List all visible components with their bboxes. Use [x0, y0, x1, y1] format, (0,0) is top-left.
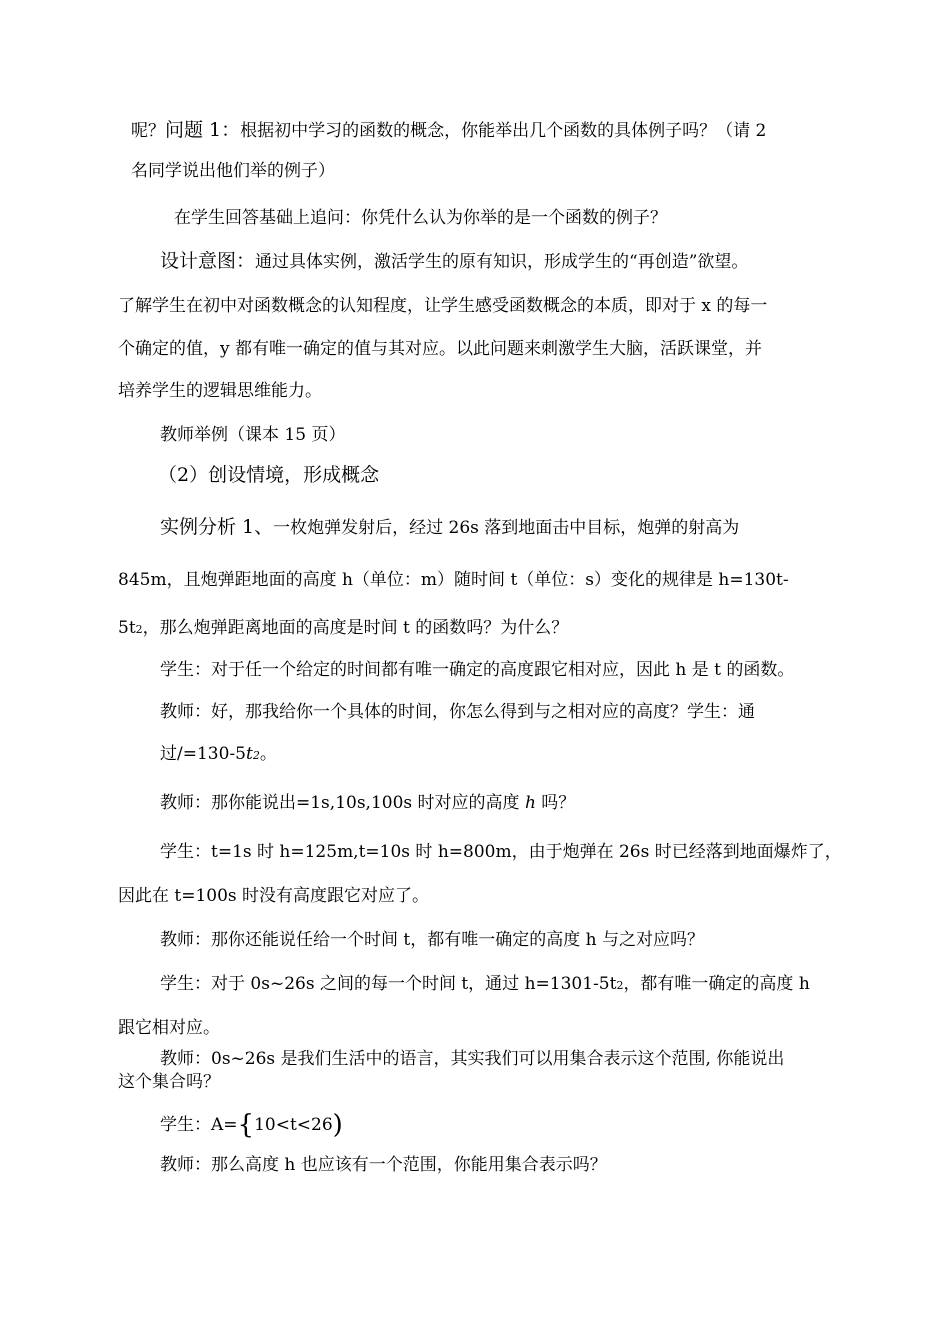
paragraph-line: 教师：好，那我给你一个具体的时间，你怎么得到与之相对应的高度？学生：通: [160, 702, 755, 722]
paragraph-line: 教师：那你还能说任给一个时间 t，都有唯一确定的高度 h 与之对应吗？: [160, 930, 704, 950]
example-label: 实例分析 1、: [160, 516, 274, 538]
paragraph-line: 了解学生在初中对函数概念的认知程度，让学生感受函数概念的本质，即对于 x 的每一: [118, 296, 768, 316]
section-heading: （2）创设情境，形成概念: [158, 464, 380, 486]
question-label: 问题 1：: [165, 119, 241, 141]
paragraph-line: 教师举例（课本 15 页）: [160, 425, 346, 445]
paragraph-line: 教师：那你能说出=1s,10s,100s 时对应的高度 h 吗？: [160, 793, 576, 813]
paragraph-line: 过/=130-5t2。: [160, 744, 277, 764]
paragraph-line: 教师：0s~26s 是我们生活中的语言，其实我们可以用集合表示这个范围, 你能说出: [160, 1049, 785, 1069]
set-open-brace: {: [237, 1110, 255, 1140]
paragraph-line: 跟它相对应。: [118, 1018, 220, 1038]
paragraph-line: 设计意图：通过具体实例，激活学生的原有知识，形成学生的“再创造”欲望。: [160, 250, 749, 272]
paragraph-line: 845m，且炮弹距地面的高度 h（单位：m）随时间 t（单位：s）变化的规律是 h=130t-: [118, 570, 789, 590]
paragraph-line: 5t2，那么炮弹距离地面的高度是时间 t 的函数吗？为什么？: [118, 618, 569, 638]
paragraph-line: 因此在 t=100s 时没有高度跟它对应了。: [118, 886, 430, 906]
paragraph-line: 这个集合吗？: [118, 1072, 220, 1092]
paragraph-line: 学生：对于任一个给定的时间都有唯一确定的高度跟它相对应，因此 h 是 t 的函数。: [160, 660, 795, 680]
paragraph-line: 学生：对于 0s~26s 之间的每一个时间 t，通过 h=1301-5t2，都有唯一确定的高度 h: [160, 974, 810, 994]
paragraph-line: 培养学生的逻辑思维能力。: [118, 381, 322, 401]
paragraph-line: 名同学说出他们举的例子）: [131, 161, 335, 181]
paragraph-line: 教师：那么高度 h 也应该有一个范围，你能用集合表示吗？: [160, 1155, 607, 1175]
set-close-brace: ): [332, 1110, 343, 1140]
paragraph-line: 在学生回答基础上追问：你凭什么认为你举的是一个函数的例子？: [174, 208, 667, 228]
paragraph-line: 呢？问题 1：根据初中学习的函数的概念，你能举出几个函数的具体例子吗？（请 2: [131, 119, 767, 141]
design-intent-label: 设计意图：: [160, 250, 256, 272]
paragraph-line: 实例分析 1、一枚炮弹发射后，经过 26s 落到地面击中目标，炮弹的射高为: [160, 516, 740, 538]
paragraph-line: 个确定的值，y 都有唯一确定的值与其对应。以此问题来刺激学生大脑，活跃课堂，并: [118, 339, 763, 359]
paragraph-line: 学生：A={10<t<26): [160, 1110, 343, 1140]
paragraph-line: 学生：t=1s 时 h=125m,t=10s 时 h=800m，由于炮弹在 26s 时已经落到地面爆炸了，: [160, 842, 842, 862]
